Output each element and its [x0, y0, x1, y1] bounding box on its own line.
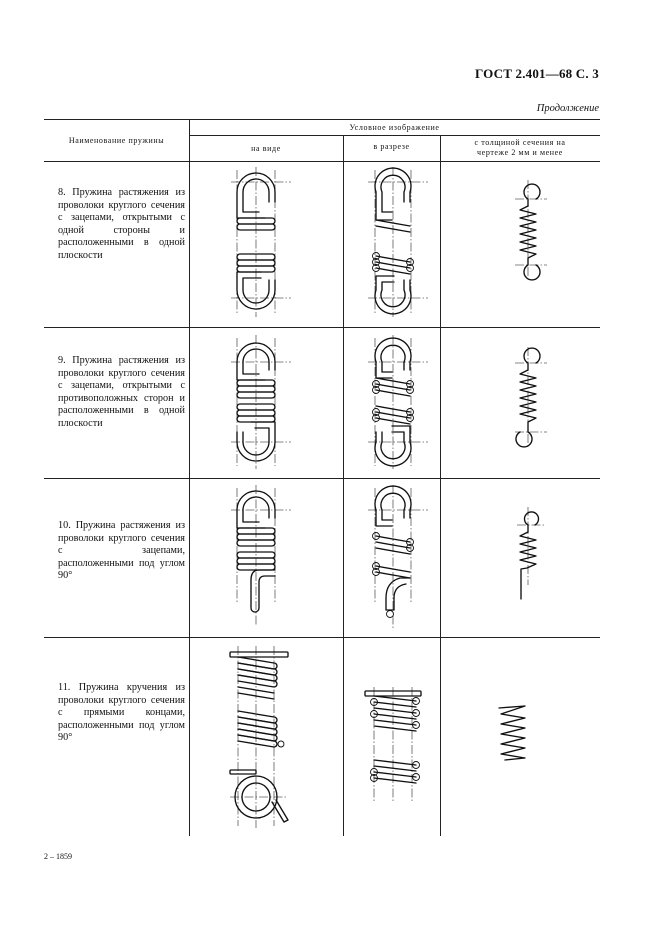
spring-11-thin	[495, 700, 535, 770]
column-divider	[440, 135, 441, 836]
spring-10-thin	[505, 505, 555, 605]
spring-11-view	[222, 642, 298, 832]
spring-11-section	[360, 685, 434, 805]
row-divider	[44, 327, 600, 328]
row-10-description: 10. Пружина растяжения из проволоки круглого сечения с зацепами, расположенными под углом 90°	[58, 520, 185, 582]
header-mid-rule	[189, 135, 600, 136]
spring-10-section	[362, 482, 432, 632]
column-divider	[343, 135, 344, 836]
row-8-description: 8. Пружина растяжения из проволоки круглого сечения с зацепами, открытыми с одной стороны и расположенными в одной плоскости	[58, 187, 185, 261]
spring-8-view	[225, 162, 295, 322]
print-code: 2 – 1859	[44, 852, 72, 861]
row-9-description: 9. Пружина растяжения из проволоки круглого сечения с зацепами, открытыми с противоположных сторон и расположенными в одной плоскости	[58, 355, 185, 429]
column-header-thin	[440, 138, 600, 158]
column-header-thin-line1: с толщиной сечения на	[474, 138, 566, 147]
standard-number: ГОСТ 2.401—68 С. 3	[474, 66, 599, 81]
row-divider	[44, 478, 600, 479]
column-header-section: в разрезе	[373, 142, 410, 151]
spring-8-section	[362, 162, 432, 322]
header-bottom-rule	[44, 161, 600, 162]
column-header-view: на виде	[251, 144, 281, 153]
spring-9-section	[362, 332, 432, 472]
column-divider	[189, 119, 190, 836]
row-11-description: 11. Пружина кручения из проволоки круглого сечения с прямыми концами, расположенными под углом 90°	[58, 682, 185, 744]
spring-10-view	[225, 482, 295, 632]
spring-9-thin	[505, 345, 555, 450]
continuation-label: Продолжение	[536, 103, 599, 114]
row-divider	[44, 637, 600, 638]
spring-9-view	[225, 332, 295, 472]
column-header-thin-line2: чертеже 2 мм и менее	[477, 148, 563, 157]
column-header-name: Наименование пружины	[68, 136, 165, 145]
table-top-rule	[44, 119, 600, 120]
column-header-group: Условное изображение	[349, 123, 440, 132]
spring-8-thin	[505, 178, 555, 278]
